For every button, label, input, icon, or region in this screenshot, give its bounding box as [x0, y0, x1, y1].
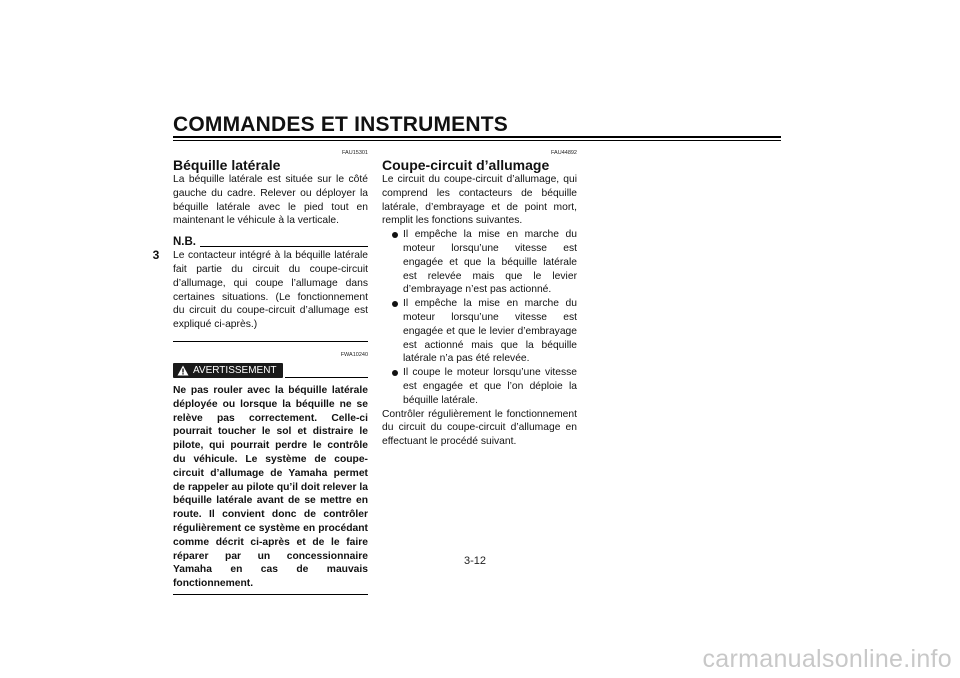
ignition-intro: Le circuit du coupe-circuit d’allumage, qui comprend les contacteurs de béquille latérale, d’embrayage et de point mort, remplit les fonctions suivantes. [382, 174, 577, 227]
warning-rule [285, 377, 368, 378]
sidestand-body: La béquille latérale est située sur le côté gauche du cadre. Relever ou déployer la béquille latérale avec le pied tout en maintenant le véhicule à la verticale. [173, 174, 368, 227]
chapter-tab: 3 [152, 248, 160, 262]
section-code: FAU44892 [551, 150, 577, 156]
list-item [382, 297, 577, 366]
warning-triangle-icon [177, 365, 189, 376]
section-code: FAU15301 [342, 150, 368, 156]
nb-bottom-rule [173, 341, 368, 342]
nb-header [173, 236, 368, 249]
warning-header [173, 363, 368, 378]
section-title-sidestand: Béquille latérale [173, 157, 281, 173]
header-rule-thin [173, 140, 781, 141]
bullet-dot-icon [392, 232, 398, 238]
warning-text: Ne pas rouler avec la béquille latérale déployée ou lorsque la béquille ne se relève pas correctement. Celle-ci pourrait toucher le sol et distraire le pilote, qui pourrait perdre le contrôle du véhicule. Le système de coupe-circuit d’allumage de Yamaha permet de rappeler au pilote qu’il doit relever la béquille latérale avant de se mettre en route. Il convient donc de contrôler régulièrement ce système en procédant comme décrit ci-après et de le faire réparer par un concessionnaire Yamaha en cas de mauvais fonctionnement. [173, 384, 368, 590]
left-column [173, 150, 368, 595]
watermark: carmanualsonline.info [702, 645, 952, 673]
header-rule [173, 136, 781, 138]
warning-bottom-rule [173, 594, 368, 595]
ignition-outro: Contrôler régulièrement le fonctionnement du circuit du coupe-circuit d’allumage en effectuant le procédé suivant. [382, 408, 577, 448]
nb-rule [200, 246, 368, 247]
section-title-ignition-cutoff: Coupe-circuit d’allumage [382, 157, 550, 173]
warning-badge [173, 363, 283, 378]
page-number: 3-12 [464, 555, 487, 567]
right-column [382, 150, 577, 449]
list-item-text: Il empêche la mise en marche du moteur lorsqu’une vitesse est engagée et que la béquille latérale est relevée mais que le levier d’embrayage n’est pas actionné. [403, 229, 577, 296]
bullet-dot-icon [392, 301, 398, 307]
warning-label: AVERTISSEMENT [193, 364, 277, 376]
nb-text: Le contacteur intégré à la béquille latérale fait partie du circuit du coupe-circuit d’allumage, qui coupe l’allumage dans certaines situations. (Le fonctionnement du circuit du coupe-circuit d’allumage est expliqué ci-après.) [173, 250, 368, 331]
list-item-text: Il coupe le moteur lorsqu’une vitesse est engagée et que l’on déploie la béquille latérale. [403, 367, 577, 406]
bullet-dot-icon [392, 370, 398, 376]
page-title: COMMANDES ET INSTRUMENTS [173, 113, 508, 136]
list-item [382, 228, 577, 297]
nb-label: N.B. [173, 236, 196, 249]
ignition-bullet-list [382, 228, 577, 407]
list-item [382, 366, 577, 407]
warning-code: FWA10240 [340, 351, 368, 358]
list-item-text: Il empêche la mise en marche du moteur lorsqu’une vitesse est engagée et que le levier d’embrayage est actionné mais que la béquille latérale n’a pas été relevée. [403, 298, 577, 365]
